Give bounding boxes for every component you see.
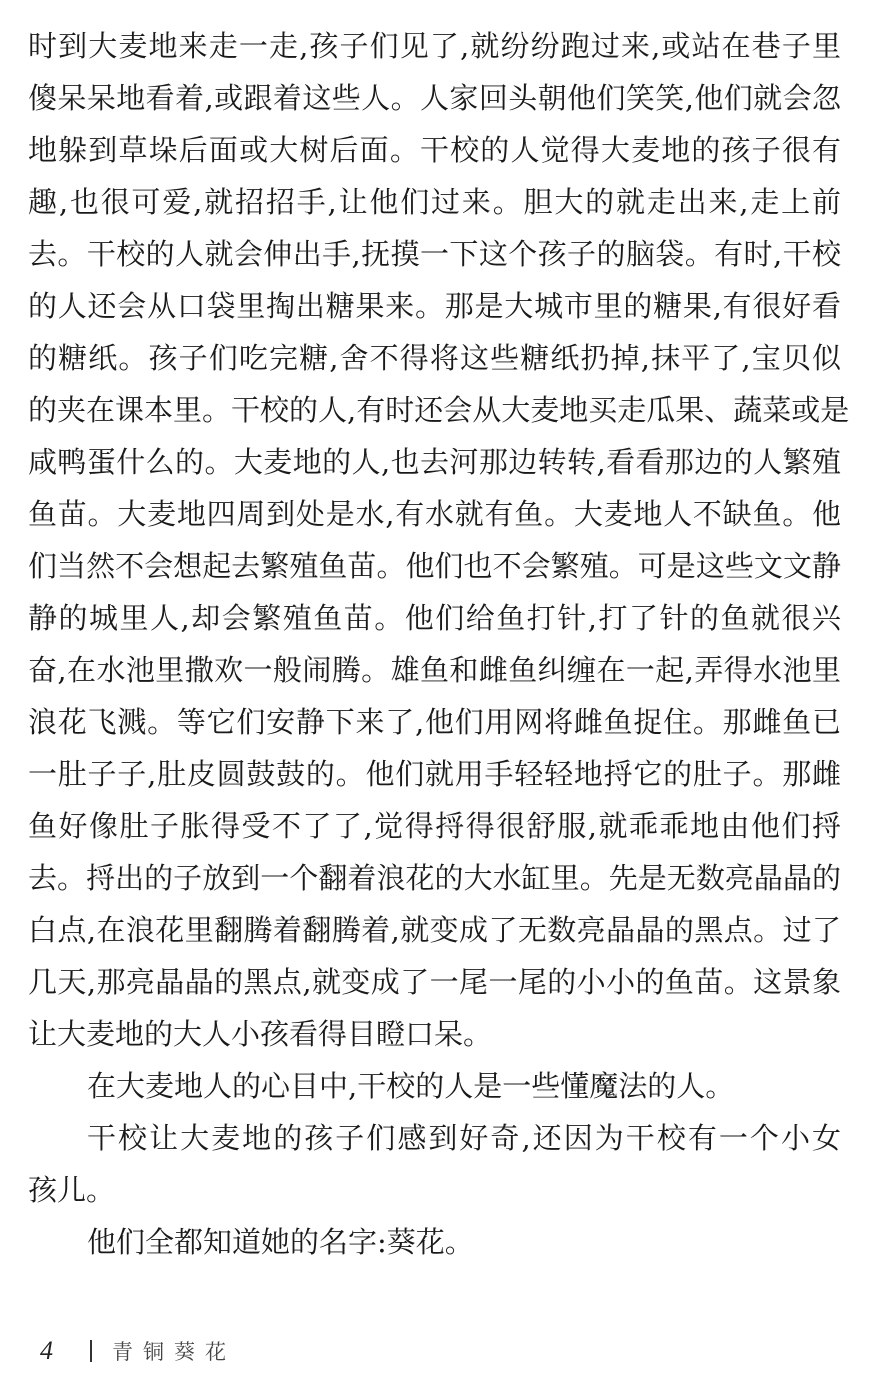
text-line: 一肚子子,肚皮圆鼓鼓的。他们就用手轻轻地捋它的肚子。那雌: [28, 757, 841, 791]
page-number: 4: [40, 1336, 53, 1365]
text-line: 鱼苗。大麦地四周到处是水,有水就有鱼。大麦地人不缺鱼。他: [28, 497, 841, 531]
paragraph-line: 他们全都知道她的名字:葵花。: [87, 1225, 474, 1259]
paragraph-line: 在大麦地人的心目中,干校的人是一些懂魔法的人。: [87, 1069, 735, 1103]
text-line: 孩儿。: [28, 1173, 116, 1207]
text-line: 鱼好像肚子胀得受不了了,觉得捋得很舒服,就乖乖地由他们捋: [28, 809, 841, 843]
book-title: 青铜葵花: [112, 1340, 236, 1364]
text-line: 白点,在浪花里翻腾着翻腾着,就变成了无数亮晶晶的黑点。过了: [28, 913, 841, 947]
text-line: 的糖纸。孩子们吃完糖,舍不得将这些糖纸扔掉,抹平了,宝贝似: [28, 341, 841, 375]
text-line: 的人还会从口袋里掏出糖果来。那是大城市里的糖果,有很好看: [28, 289, 841, 323]
text-line: 奋,在水池里撒欢一般闹腾。雄鱼和雌鱼纠缠在一起,弄得水池里: [28, 653, 841, 687]
text-line: 去。干校的人就会伸出手,抚摸一下这个孩子的脑袋。有时,干校: [28, 237, 841, 271]
text-line: 时到大麦地来走一走,孩子们见了,就纷纷跑过来,或站在巷子里: [28, 29, 841, 63]
text-line: 浪花飞溅。等它们安静下来了,他们用网将雌鱼捉住。那雌鱼已: [28, 705, 841, 739]
text-line: 咸鸭蛋什么的。大麦地的人,也去河那边转转,看看那边的人繁殖: [28, 445, 841, 479]
text-line: 去。捋出的子放到一个翻着浪花的大水缸里。先是无数亮晶晶的: [28, 861, 841, 895]
text-line: 静的城里人,却会繁殖鱼苗。他们给鱼打针,打了针的鱼就很兴: [28, 601, 841, 635]
text-line: 傻呆呆地看着,或跟着这些人。人家回头朝他们笑笑,他们就会忽: [28, 81, 841, 115]
text-line: 趣,也很可爱,就招招手,让他们过来。胆大的就走出来,走上前: [28, 185, 841, 219]
footer-divider: [90, 1340, 92, 1362]
paragraph-line: 干校让大麦地的孩子们感到好奇,还因为干校有一个小女: [87, 1121, 841, 1155]
text-line: 的夹在课本里。干校的人,有时还会从大麦地买走瓜果、蔬菜或是: [28, 393, 850, 427]
text-line: 地躲到草垛后面或大树后面。干校的人觉得大麦地的孩子很有: [28, 133, 841, 167]
text-line: 几天,那亮晶晶的黑点,就变成了一尾一尾的小小的鱼苗。这景象: [28, 965, 841, 999]
text-line: 让大麦地的大人小孩看得目瞪口呆。: [28, 1017, 493, 1051]
page-footer: [40, 1333, 236, 1369]
text-line: 们当然不会想起去繁殖鱼苗。他们也不会繁殖。可是这些文文静: [28, 549, 841, 583]
body-text: [28, 20, 850, 1268]
